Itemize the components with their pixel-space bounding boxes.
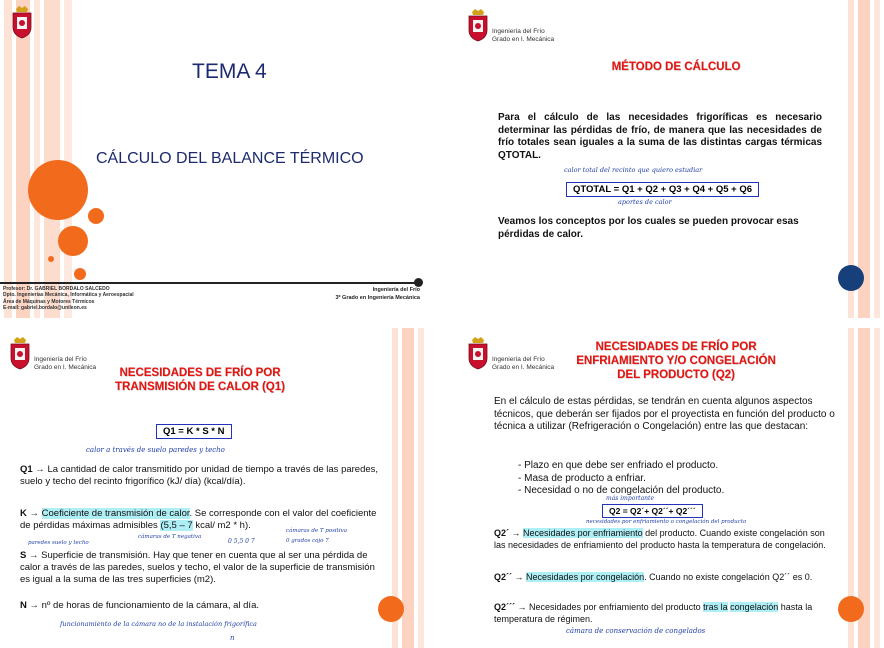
s-text: Superficie de transmisión. Hay que tener en cuenta que al ser una pérdida de calor a través de las paredes, suelos y techo, el valor de la superficie de transmisión es igual a la suma de las tres superficies (m2). [20,550,375,585]
n-text: nº de horas de funcionamiento de la cámara, al día. [41,600,259,611]
k-label: K → [20,508,39,519]
footer-divider [0,282,420,284]
slide-header [492,28,554,44]
course-degree: 3º Grado en Ingeniería Mecánica [335,294,420,301]
orange-circle-large [28,160,88,220]
handwritten-note-bottom: aportes de calor [618,198,672,206]
n-definition [20,600,380,612]
q2b-highlight: Necesidades por congelación [526,572,645,582]
q1-definition [20,464,380,488]
intro-paragraph: En el cálculo de estas pérdidas, se tendrán en cuenta algunos aspectos técnicos, que deberán ser fijados por el proyectista en función del producto o técnica a utilizar (Refrigeración o Congelación) entre las que destacan: [494,396,835,432]
q1-text: La cantidad de calor transmitido por unidad de tiempo a través de las paredes, suelo y techo del recinto frigorífico (kJ/ día) (kcal/día). [20,464,379,487]
department: Dpto. Ingenierías Mecánica, Informática y Aeroespacial [3,292,134,299]
s-label: S → [20,550,39,561]
title-line-1: NECESIDADES DE FRÍO POR [595,341,757,353]
slide-1[interactable] [0,0,428,318]
handwritten-note-k4: cámaras de T positiva [286,528,348,534]
handwritten-note-k1: paredes suelo y techo [28,540,89,546]
q2b-definition [494,572,834,584]
course-name: Ingeniería del Frío [372,287,420,293]
q2a-label: Q2´ → [494,528,521,538]
header-course: Ingeniería del Frío [492,356,545,363]
navy-circle [838,265,864,291]
s-definition [20,550,380,586]
handwritten-note-k5: 0 grados cojo 7 [286,538,329,544]
handwritten-note-k3: 0 5,5 0 7 [228,538,255,545]
title-line-2: ENFRIAMIENTO Y/O CONGELACIÓN [576,355,776,367]
handwritten-note-walls: calor a través de suelo paredes y techo [86,446,225,454]
header-degree: Grado en I. Mecánica [492,36,555,43]
aspect-item: - Plazo en que debe ser enfriado el producto. [518,460,719,471]
slide-title: MÉTODO DE CÁLCULO [611,61,741,73]
orange-circle-xsmall [74,268,86,280]
handwritten-note-eq: necesidades por enfriamiento o congelación del producto [586,519,747,525]
title-line-3: DEL PRODUCTO (Q2) [617,369,735,381]
divider-dot [414,278,423,287]
footer-left [3,286,134,312]
total-heat-equation: QTOTAL = Q1 + Q2 + Q3 + Q4 + Q5 + Q6 [566,182,759,197]
orange-circle-medium [58,226,88,256]
handwritten-note-top: más importante [606,495,654,502]
q2c-highlight-1: tras la [703,602,728,612]
slide-title [90,366,310,394]
header-degree: Grado en I. Mecánica [34,364,97,371]
handwritten-note-top: calor total del recinto que quiero estudiar [564,166,703,174]
footer-right [335,287,420,302]
header-degree: Grado en I. Mecánica [492,364,555,371]
orange-circle-small [88,208,104,224]
orange-circle [838,596,864,622]
university-crest-icon [10,5,34,39]
slide-title: CÁLCULO DEL BALANCE TÉRMICO [96,150,364,167]
slide-3[interactable] [0,328,428,648]
k-units: kcal/ m2 * h). [195,520,251,531]
tema-number: TEMA 4 [192,60,267,83]
aspects-list [518,460,724,498]
slide-gap-horizontal [0,318,884,328]
q2c-label: Q2´´´ → [494,602,527,612]
q2a-highlight: Necesidades por enfriamiento [523,528,643,538]
university-crest-icon [466,336,490,370]
aspect-item: - Masa de producto a enfriar. [518,472,646,484]
slide-header [492,356,554,372]
area: Área de Máquinas y Motores Térmicos [3,298,95,305]
concepts-paragraph: Veamos los conceptos por los cuales se pueden provocar esas pérdidas de calor. [498,216,799,240]
university-crest-icon [8,336,32,370]
slide-4[interactable] [456,328,884,648]
decorative-stripes [0,0,80,318]
q2c-text: Necesidades por enfriamiento del producto [529,602,701,612]
q2b-text: . Cuando no existe congelación Q2´´ es 0. [644,572,813,582]
handwritten-note-k2: cámaras de T negativa [138,534,202,540]
professor-name: Profesor: Dr. GABRIEL BORDALO SALCEDO [3,286,110,292]
k-highlight: Coeficiente de transmisión de calor [41,508,190,519]
university-crest-icon [466,8,490,42]
q1-equation: Q1 = K * S * N [156,424,232,439]
q2b-label: Q2´´ → [494,572,524,582]
q2c-definition [494,602,834,625]
slide-header [34,356,96,372]
q2c-highlight-2: congelación [730,602,779,612]
handwritten-note-bottom: cámara de conservación de congelados [566,627,706,635]
title-line-1: NECESIDADES DE FRÍO POR [119,367,281,379]
email: E-mail: gabriel.bordalo@unileon.es [3,305,87,312]
handwritten-note-n-symbol: n [230,634,235,642]
orange-circle [378,596,404,622]
title-line-2: TRANSMISIÓN DE CALOR (Q1) [115,381,285,393]
k-value: (5,5 – 7 [160,520,193,531]
slide-2[interactable] [456,0,884,318]
q2a-text: del producto. Cuando existe congelación son las necesidades de enfriamiento del producto hasta la temperatura de congelación. [494,528,826,550]
intro-paragraph: Para el cálculo de las necesidades frigoríficas es necesario determinar las pérdidas de frío, de manera que las necesidades de frío totales sean iguales a la suma de las distintas cargas térmicas QTOTAL. [498,112,822,161]
q1-label: Q1 → [20,464,45,475]
k-text: . Se corresponde con el valor del coeficiente de pérdidas máximas admisibles [20,508,377,531]
header-course: Ingeniería del Frío [492,28,545,35]
orange-circle-tiny [48,256,54,262]
aspect-item: - Necesidad o no de congelación del producto. [518,485,725,496]
n-label: N → [20,600,39,611]
q2-equation: Q2 = Q2´+ Q2´´+ Q2´´´ [602,504,703,518]
handwritten-note-n: funcionamiento de la cámara no de la instalación frigorífica [60,620,257,628]
slide-title [556,340,796,382]
q2c-text-2: hasta la temperatura de régimen. [494,602,813,624]
header-course: Ingeniería del Frío [34,356,87,363]
q2a-definition [494,528,834,551]
